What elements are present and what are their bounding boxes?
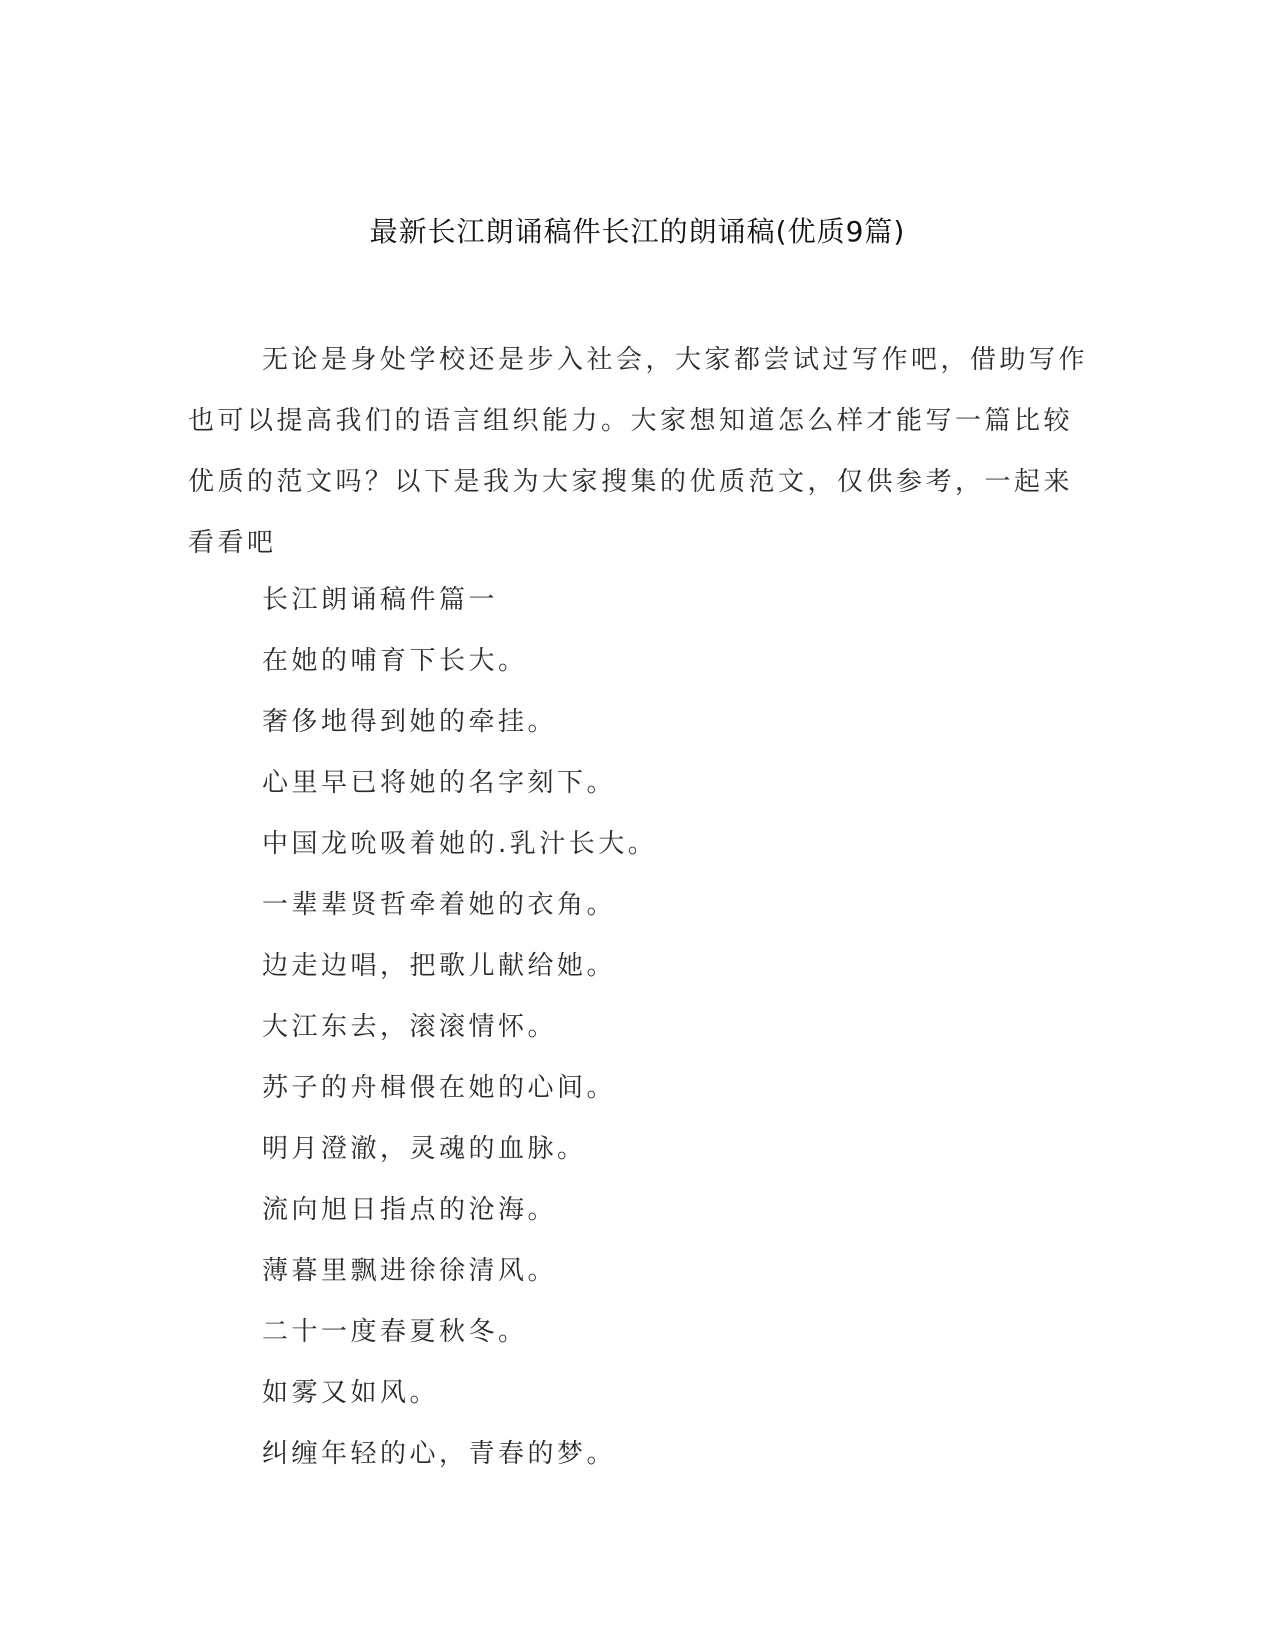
poem-line: 如雾又如风。	[262, 1378, 440, 1408]
poem-line: 薄暮里飘进徐徐清风。	[262, 1256, 558, 1286]
poem-line: 在她的哺育下长大。	[262, 646, 528, 676]
poem-line: 心里早已将她的名字刻下。	[262, 768, 617, 798]
poem-line: 二十一度春夏秋冬。	[262, 1317, 528, 1347]
poem-line: 奢侈地得到她的牵挂。	[262, 707, 558, 737]
poem-line: 边走边唱，把歌儿献给她。	[262, 951, 617, 981]
intro-line: 优质的范文吗？以下是我为大家搜集的优质范文，仅供参考，一起来	[188, 467, 1074, 497]
poem-line: 明月澄澈，灵魂的血脉。	[262, 1134, 587, 1164]
document-title: 最新长江朗诵稿件长江的朗诵稿(优质9篇)	[369, 215, 906, 248]
intro-line: 无论是身处学校还是步入社会，大家都尝试过写作吧，借助写作	[262, 345, 1089, 375]
poem-body	[262, 580, 1082, 1495]
intro-line: 也可以提高我们的语言组织能力。大家想知道怎么样才能写一篇比较	[188, 406, 1074, 436]
poem-line: 苏子的舟楫偎在她的心间。	[262, 1073, 617, 1103]
poem-line: 中国龙吮吸着她的.乳汁长大。	[262, 829, 658, 859]
intro-paragraph	[188, 330, 1088, 574]
poem-line: 流向旭日指点的沧海。	[262, 1195, 558, 1225]
section-heading: 长江朗诵稿件篇一	[262, 585, 499, 615]
intro-line: 看看吧	[188, 528, 277, 558]
poem-line: 一辈辈贤哲牵着她的衣角。	[262, 890, 617, 920]
poem-line: 大江东去，滚滚情怀。	[262, 1012, 558, 1042]
poem-line: 纠缠年轻的心，青春的梦。	[262, 1439, 617, 1469]
